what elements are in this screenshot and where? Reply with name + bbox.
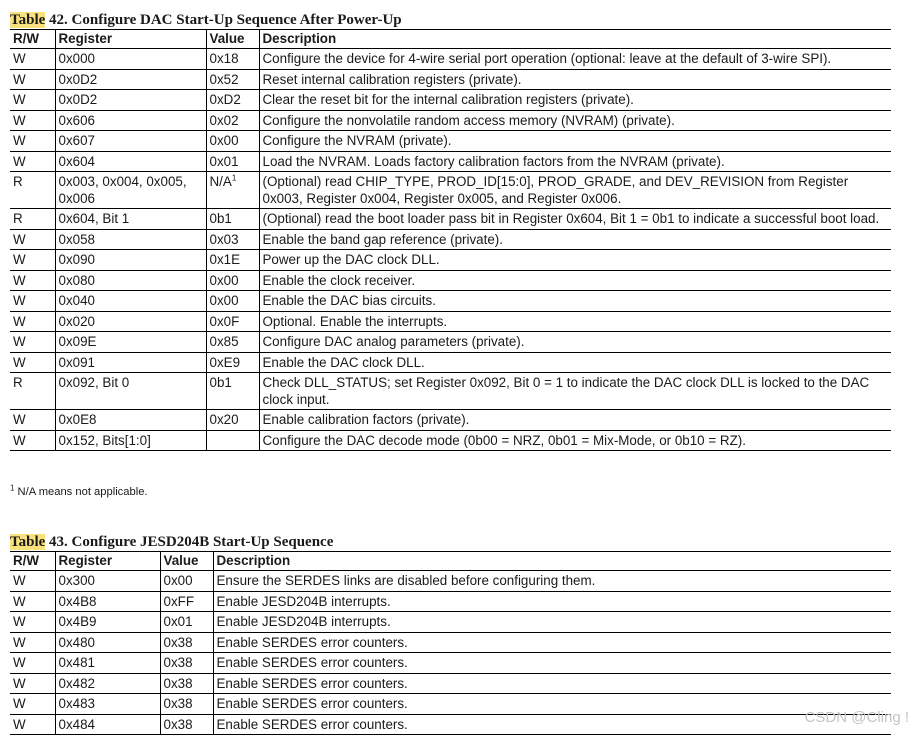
cell-value-text: 0x52	[209, 71, 239, 87]
table-row	[10, 612, 891, 633]
cell-register	[55, 250, 206, 271]
cell-value-text: 0x38	[163, 634, 193, 650]
cell-rw-text: W	[13, 92, 26, 107]
cell-rw-text: W	[13, 432, 26, 448]
cell-rw	[10, 410, 55, 431]
table-43	[10, 533, 891, 735]
cell-register-text: 0x0D2	[58, 92, 98, 107]
col-header-rw: R/W	[10, 30, 55, 49]
cell-description-text: Enable SERDES error counters.	[216, 716, 408, 732]
cell-rw-text: W	[13, 133, 26, 148]
cell-rw-text: W	[13, 71, 26, 87]
cell-value	[206, 352, 259, 373]
cell-register	[55, 571, 160, 592]
cell-value	[206, 49, 259, 70]
cell-register-text: 0x020	[58, 313, 95, 329]
table-42-footnote	[10, 485, 148, 499]
cell-description-text: (Optional) read the boot loader pass bit in Register 0x604, Bit 1 = 0b1 to indicate a successful boot load.	[262, 211, 880, 226]
cell-description	[213, 653, 891, 674]
cell-rw-text: W	[13, 675, 26, 691]
col-header-value: Value	[206, 30, 259, 49]
table-row	[10, 172, 891, 209]
cell-rw-text: W	[13, 634, 26, 650]
cell-rw-text: W	[13, 231, 26, 247]
cell-register-text: 0x0E8	[58, 412, 97, 427]
cell-description	[213, 591, 891, 612]
cell-value	[206, 410, 259, 431]
footnote-ref: 1	[231, 173, 237, 183]
cell-register	[55, 714, 160, 735]
cell-description-text: Enable JESD204B interrupts.	[216, 593, 391, 609]
cell-value-text: 0x00	[209, 293, 239, 308]
cell-register-text: 0x300	[58, 573, 95, 588]
cell-value-text: 0x18	[209, 51, 239, 66]
table-row	[10, 291, 891, 312]
cell-description-text: Power up the DAC clock DLL.	[262, 252, 440, 267]
cell-description	[259, 291, 891, 312]
col-header-rw: R/W	[10, 552, 55, 571]
cell-register-text: 0x080	[58, 272, 95, 288]
cell-description	[259, 270, 891, 291]
cell-description-text: Configure DAC analog parameters (private).	[262, 334, 525, 349]
cell-value	[160, 612, 213, 633]
cell-value	[160, 714, 213, 735]
cell-description-text: Clear the reset bit for the internal calibration registers (private).	[262, 92, 634, 107]
cell-value	[206, 430, 259, 451]
cell-rw	[10, 430, 55, 451]
cell-rw-text: W	[13, 313, 26, 329]
cell-register-text: 0x090	[58, 252, 95, 267]
cell-rw-text: W	[13, 272, 26, 288]
cell-register-text: 0x482	[58, 675, 95, 691]
table-row	[10, 653, 891, 674]
table-row	[10, 110, 891, 131]
cell-rw	[10, 612, 55, 633]
cell-rw-text: W	[13, 412, 26, 427]
caption-title: 42. Configure DAC Start-Up Sequence After Power-Up	[45, 12, 402, 28]
cell-description	[213, 612, 891, 633]
cell-description	[259, 229, 891, 250]
cell-rw	[10, 151, 55, 172]
cell-rw-text: W	[13, 334, 26, 349]
cell-description-text: Enable the clock receiver.	[262, 272, 416, 288]
cell-description	[259, 250, 891, 271]
cell-rw-text: W	[13, 696, 26, 711]
cell-rw-text: W	[13, 614, 26, 629]
table-row	[10, 352, 891, 373]
table-row	[10, 69, 891, 90]
cell-register	[55, 410, 206, 431]
cell-register	[55, 373, 206, 410]
cell-register	[55, 229, 206, 250]
cell-rw	[10, 632, 55, 653]
table-43-caption	[10, 533, 891, 551]
cell-register	[55, 632, 160, 653]
cell-value	[160, 591, 213, 612]
cell-description	[259, 90, 891, 111]
cell-description-text: Configure the NVRAM (private).	[262, 133, 452, 148]
cell-value	[206, 209, 259, 230]
cell-register-text: 0x09E	[58, 334, 97, 349]
table-42-caption	[10, 11, 891, 29]
table-row	[10, 632, 891, 653]
cell-rw-text: R	[13, 211, 23, 226]
cell-register	[55, 172, 206, 209]
cell-rw	[10, 110, 55, 131]
cell-value-text: 0x38	[163, 675, 193, 691]
table-row	[10, 571, 891, 592]
cell-description	[259, 131, 891, 152]
cell-value-text: 0x20	[209, 412, 239, 427]
col-header-value: Value	[160, 552, 213, 571]
cell-description	[213, 632, 891, 653]
cell-rw	[10, 69, 55, 90]
cell-description-text: Ensure the SERDES links are disabled before configuring them.	[216, 573, 596, 588]
cell-value-text: 0x85	[209, 334, 239, 349]
footnote-mark: 1	[10, 483, 15, 493]
cell-register-text: 0x000	[58, 51, 95, 66]
cell-register	[55, 110, 206, 131]
cell-description-text: Enable the DAC clock DLL.	[262, 354, 425, 370]
cell-description-text: (Optional) read CHIP_TYPE, PROD_ID[15:0], PROD_GRADE, and DEV_REVISION from Register 0x003, Register 0x004, Register 0x005, and Register 0x006.	[262, 174, 849, 206]
cell-register-text: 0x058	[58, 231, 95, 247]
cell-value-text: 0xE9	[209, 354, 241, 370]
table-row	[10, 311, 891, 332]
cell-rw-text: W	[13, 112, 26, 128]
cell-rw	[10, 172, 55, 209]
cell-register-text: 0x604, Bit 1	[58, 211, 130, 226]
cell-rw	[10, 571, 55, 592]
table-row	[10, 373, 891, 410]
cell-description	[259, 110, 891, 131]
table-row	[10, 250, 891, 271]
cell-description	[213, 673, 891, 694]
cell-register	[55, 653, 160, 674]
caption-highlight: Table	[10, 12, 46, 28]
cell-register-text: 0x091	[58, 354, 95, 370]
cell-register	[55, 209, 206, 230]
cell-rw	[10, 131, 55, 152]
cell-register	[55, 151, 206, 172]
cell-value	[206, 229, 259, 250]
cell-value	[160, 653, 213, 674]
cell-description	[259, 69, 891, 90]
cell-value	[206, 332, 259, 353]
cell-description-text: Optional. Enable the interrupts.	[262, 313, 448, 329]
cell-rw	[10, 270, 55, 291]
cell-register	[55, 49, 206, 70]
cell-description-text: Enable SERDES error counters.	[216, 634, 408, 650]
cell-value-text: 0x01	[163, 614, 193, 629]
cell-rw	[10, 291, 55, 312]
cell-value	[206, 90, 259, 111]
cell-value-text: 0x01	[209, 153, 239, 169]
cell-rw	[10, 714, 55, 735]
cell-register	[55, 90, 206, 111]
cell-rw-text: W	[13, 716, 26, 732]
cell-value	[206, 110, 259, 131]
cell-description	[259, 209, 891, 230]
cell-rw	[10, 352, 55, 373]
cell-description-text: Enable JESD204B interrupts.	[216, 614, 391, 629]
cell-rw-text: W	[13, 153, 26, 169]
cell-value-text: N/A	[209, 174, 232, 189]
cell-rw-text: W	[13, 252, 26, 267]
cell-rw	[10, 653, 55, 674]
header-row	[10, 552, 891, 571]
table-row	[10, 591, 891, 612]
cell-rw	[10, 694, 55, 715]
cell-description-text: Configure the nonvolatile random access memory (NVRAM) (private).	[262, 112, 675, 128]
cell-register-text: 0x4B9	[58, 614, 97, 629]
table-42	[10, 11, 891, 451]
cell-description-text: Configure the DAC decode mode (0b00 = NRZ, 0b01 = Mix-Mode, or 0b10 = RZ).	[262, 432, 746, 448]
cell-rw	[10, 373, 55, 410]
cell-rw	[10, 591, 55, 612]
cell-description	[259, 151, 891, 172]
cell-value-text: 0x0F	[209, 313, 240, 329]
cell-rw-text: W	[13, 655, 26, 670]
cell-register	[55, 311, 206, 332]
cell-description	[259, 332, 891, 353]
cell-register	[55, 332, 206, 353]
cell-rw	[10, 332, 55, 353]
cell-rw	[10, 229, 55, 250]
caption-highlight: Table	[10, 534, 46, 550]
table-row	[10, 714, 891, 735]
cell-register	[55, 694, 160, 715]
cell-rw-text: W	[13, 51, 26, 66]
cell-register-text: 0x481	[58, 655, 95, 670]
cell-rw	[10, 209, 55, 230]
table-row	[10, 131, 891, 152]
cell-value	[160, 694, 213, 715]
table-row	[10, 151, 891, 172]
cell-value	[206, 172, 259, 209]
cell-rw-text: W	[13, 593, 26, 609]
cell-register	[55, 131, 206, 152]
cell-value	[206, 151, 259, 172]
cell-register-text: 0x092, Bit 0	[58, 375, 130, 390]
cell-value-text: 0x1E	[209, 252, 241, 267]
col-header-register: Register	[55, 552, 160, 571]
cell-register	[55, 430, 206, 451]
cell-register	[55, 612, 160, 633]
cell-register-text: 0x607	[58, 133, 95, 148]
cell-register-text: 0x152, Bits[1:0]	[58, 432, 151, 448]
cell-description	[213, 694, 891, 715]
cell-value-text: 0x00	[209, 133, 239, 148]
caption-title: 43. Configure JESD204B Start-Up Sequence	[45, 534, 334, 550]
cell-register	[55, 270, 206, 291]
col-header-register: Register	[55, 30, 206, 49]
table-row	[10, 229, 891, 250]
cell-description-text: Enable SERDES error counters.	[216, 675, 408, 691]
cell-register-text: 0x484	[58, 716, 95, 732]
footnote-text: N/A means not applicable.	[14, 486, 148, 498]
cell-register	[55, 673, 160, 694]
cell-description-text: Enable SERDES error counters.	[216, 655, 408, 670]
col-header-description: Description	[213, 552, 891, 571]
cell-value-text: 0b1	[209, 375, 232, 390]
cell-value-text: 0xD2	[209, 92, 241, 107]
cell-value	[206, 291, 259, 312]
cell-register-text: 0x480	[58, 634, 95, 650]
cell-value	[206, 373, 259, 410]
dac-startup-table	[10, 29, 891, 451]
table-42-body	[10, 49, 891, 451]
cell-value	[206, 131, 259, 152]
cell-value	[206, 270, 259, 291]
cell-description	[259, 352, 891, 373]
cell-rw-text: W	[13, 573, 26, 588]
cell-description	[259, 410, 891, 431]
cell-register-text: 0x483	[58, 696, 95, 711]
cell-register-text: 0x0D2	[58, 71, 98, 87]
cell-value-text: 0xFF	[163, 593, 195, 609]
table-row	[10, 209, 891, 230]
cell-value-text: 0x38	[163, 716, 193, 732]
table-row	[10, 270, 891, 291]
cell-register	[55, 591, 160, 612]
cell-description	[259, 430, 891, 451]
cell-value-text: 0x03	[209, 231, 239, 247]
cell-rw-text: R	[13, 174, 23, 189]
cell-description	[259, 373, 891, 410]
cell-rw	[10, 311, 55, 332]
cell-value	[206, 69, 259, 90]
cell-rw	[10, 90, 55, 111]
cell-rw	[10, 250, 55, 271]
table-row	[10, 410, 891, 431]
col-header-description: Description	[259, 30, 891, 49]
cell-value-text: 0x00	[209, 272, 239, 288]
cell-rw	[10, 673, 55, 694]
cell-register-text: 0x4B8	[58, 593, 97, 609]
table-row	[10, 90, 891, 111]
cell-rw	[10, 49, 55, 70]
table-row	[10, 332, 891, 353]
cell-description	[259, 172, 891, 209]
table-row	[10, 673, 891, 694]
cell-rw-text: W	[13, 354, 26, 370]
cell-description-text: Enable the band gap reference (private).	[262, 231, 503, 247]
jesd204b-startup-table	[10, 551, 891, 735]
cell-value-text: 0x38	[163, 655, 193, 670]
cell-value-text: 0x00	[163, 573, 193, 588]
cell-value	[160, 673, 213, 694]
table-row	[10, 430, 891, 451]
cell-description-text: Check DLL_STATUS; set Register 0x092, Bit 0 = 1 to indicate the DAC clock DLL is locked to the DAC clock input.	[262, 375, 870, 407]
cell-description-text: Enable SERDES error counters.	[216, 696, 408, 711]
cell-register	[55, 352, 206, 373]
cell-register-text: 0x604	[58, 153, 95, 169]
cell-value-text: 0x02	[209, 112, 239, 128]
cell-value-text: 0b1	[209, 211, 232, 226]
cell-description	[259, 311, 891, 332]
cell-register	[55, 291, 206, 312]
cell-register-text: 0x606	[58, 112, 95, 128]
header-row	[10, 30, 891, 49]
cell-value	[206, 311, 259, 332]
cell-description-text: Configure the device for 4-wire serial port operation (optional: leave at the default of 3-wire SPI).	[262, 51, 832, 66]
cell-value	[160, 571, 213, 592]
cell-description	[213, 714, 891, 735]
cell-value	[206, 250, 259, 271]
cell-description-text: Reset internal calibration registers (private).	[262, 71, 522, 87]
cell-register-text: 0x003, 0x004, 0x005, 0x006	[58, 174, 187, 206]
cell-register-text: 0x040	[58, 293, 95, 308]
cell-description-text: Enable calibration factors (private).	[262, 412, 470, 427]
cell-rw-text: R	[13, 375, 23, 390]
cell-value-text: 0x38	[163, 696, 193, 711]
cell-rw-text: W	[13, 293, 26, 308]
table-43-body	[10, 571, 891, 735]
cell-register	[55, 69, 206, 90]
watermark: CSDN @Cling !	[804, 709, 909, 726]
table-row	[10, 49, 891, 70]
cell-description-text: Load the NVRAM. Loads factory calibration factors from the NVRAM (private).	[262, 153, 725, 169]
cell-description	[213, 571, 891, 592]
table-row	[10, 694, 891, 715]
cell-description-text: Enable the DAC bias circuits.	[262, 293, 436, 308]
cell-value	[160, 632, 213, 653]
cell-description	[259, 49, 891, 70]
